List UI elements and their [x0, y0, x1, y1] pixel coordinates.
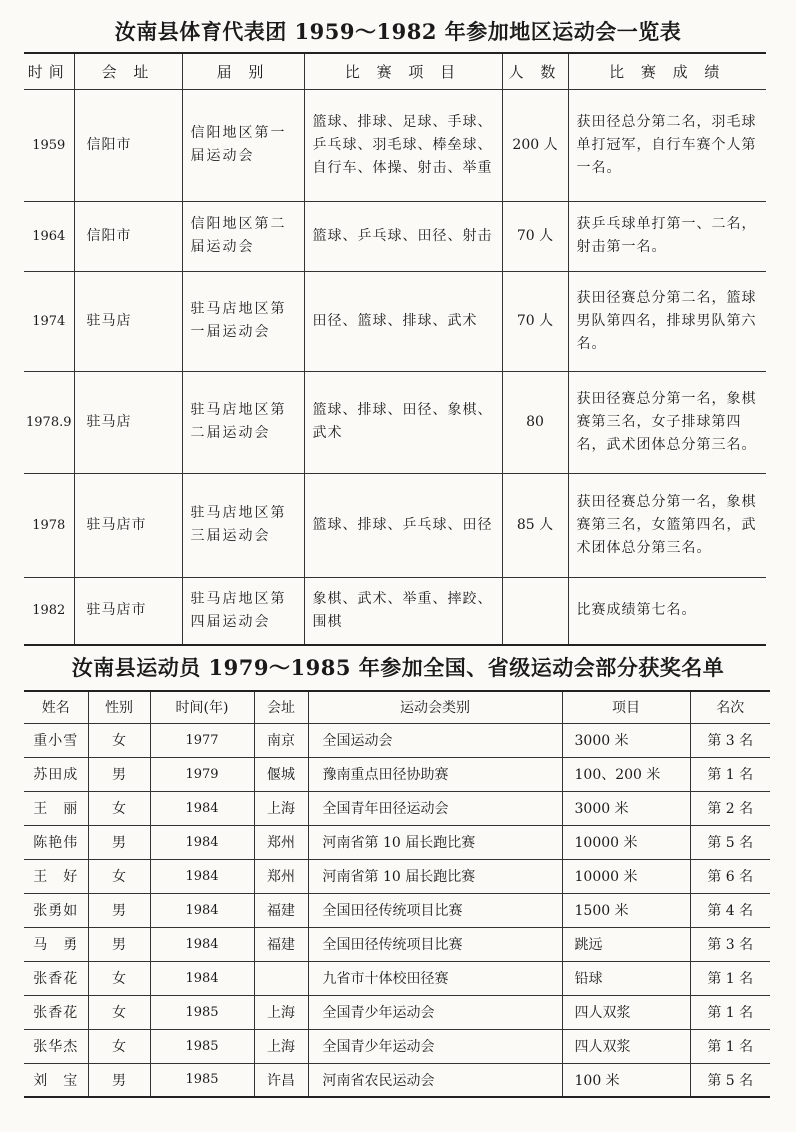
cell-name: 王 丽	[24, 791, 88, 825]
cell-sex: 女	[88, 995, 150, 1029]
header-name: 姓名	[24, 691, 88, 723]
cell-name: 刘 宝	[33, 1072, 79, 1089]
cell-rank: 第 6 名	[690, 859, 770, 893]
cell-rank: 第 5 名	[690, 825, 770, 859]
header-sex: 性别	[88, 691, 150, 723]
cell-place: 信阳市	[74, 201, 182, 271]
cell-rank: 第 1 名	[690, 757, 770, 791]
cell-result: 获田径赛总分第一名，象棋赛第三名，女篮第四名，武术团体总分第三名。	[568, 473, 766, 577]
cell-year: 1984	[150, 893, 254, 927]
cell-name: 王 好	[24, 859, 88, 893]
cell-events: 篮球、乒乓球、田径、射击	[304, 201, 502, 271]
header-rank: 名次	[690, 691, 770, 723]
cell-venue: 郑州	[254, 859, 308, 893]
cell-event: 铅球	[562, 961, 690, 995]
cell-events: 篮球、排球、足球、手球、乒乓球、羽毛球、棒垒球、自行车、体操、射击、举重	[304, 89, 502, 201]
cell-session: 驻马店地区第四届运动会	[182, 577, 304, 645]
cell-event: 100 米	[562, 1063, 690, 1097]
table-row	[24, 893, 770, 927]
cell-meet: 豫南重点田径协助赛	[308, 757, 562, 791]
regional-games-table	[24, 52, 766, 646]
table-row	[24, 927, 770, 961]
cell-session: 信阳地区第一届运动会	[182, 89, 304, 201]
table-row	[24, 825, 770, 859]
table-row	[24, 371, 766, 473]
cell-events: 田径、篮球、排球、武术	[304, 271, 502, 371]
cell-event: 3000 米	[562, 791, 690, 825]
cell-sex: 女	[88, 859, 150, 893]
table-row	[24, 1063, 770, 1097]
cell-sex: 男	[88, 893, 150, 927]
cell-meet: 全国田径传统项目比赛	[308, 893, 562, 927]
cell-venue: 偃城	[254, 757, 308, 791]
cell-session: 驻马店地区第二届运动会	[182, 371, 304, 473]
cell-time: 1978	[24, 473, 74, 577]
table-row	[24, 271, 766, 371]
table-row	[24, 577, 766, 645]
cell-events: 篮球、排球、乒乓球、田径	[304, 473, 502, 577]
cell-venue: 南京	[254, 723, 308, 757]
cell-time: 1978.9	[24, 371, 74, 473]
cell-rank: 第 3 名	[690, 723, 770, 757]
cell-meet: 全国青少年运动会	[308, 995, 562, 1029]
header-count: 人 数	[502, 53, 568, 89]
cell-result: 获乒乓球单打第一、二名，射击第一名。	[568, 201, 766, 271]
cell-result: 获田径总分第二名，羽毛球单打冠军，自行车赛个人第一名。	[568, 89, 766, 201]
cell-meet: 河南省农民运动会	[308, 1063, 562, 1097]
cell-sex: 女	[88, 1029, 150, 1063]
cell-count: 70 人	[502, 271, 568, 371]
cell-venue: 福建	[254, 893, 308, 927]
cell-place: 驻马店	[74, 271, 182, 371]
cell-venue: 上海	[254, 1029, 308, 1063]
cell-event: 10000 米	[562, 825, 690, 859]
header-event: 项目	[562, 691, 690, 723]
header-venue: 会址	[254, 691, 308, 723]
table-row	[24, 201, 766, 271]
table1-title: 汝南县体育代表团 1959～1982 年参加地区运动会一览表	[114, 19, 682, 44]
table1-header-row	[24, 53, 766, 89]
cell-count	[502, 577, 568, 645]
cell-year: 1984	[150, 791, 254, 825]
cell-event: 3000 米	[562, 723, 690, 757]
cell-name: 张勇如	[24, 893, 88, 927]
cell-event: 100、200 米	[562, 757, 690, 791]
cell-name: 陈艳伟	[24, 825, 88, 859]
cell-sex: 男	[88, 825, 150, 859]
cell-year: 1984	[150, 927, 254, 961]
cell-venue: 福建	[254, 927, 308, 961]
cell-sex: 男	[88, 1063, 150, 1097]
cell-result: 比赛成绩第七名。	[568, 577, 766, 645]
cell-count: 200 人	[502, 89, 568, 201]
cell-name: 重小雪	[24, 723, 88, 757]
cell-time: 1959	[24, 89, 74, 201]
cell-meet: 九省市十体校田径赛	[308, 961, 562, 995]
cell-sex: 女	[88, 961, 150, 995]
header-result: 比 赛 成 绩	[568, 53, 766, 89]
cell-rank: 第 1 名	[690, 961, 770, 995]
cell-venue: 许昌	[254, 1063, 308, 1097]
cell-name: 马 勇	[24, 927, 88, 961]
table-row	[24, 89, 766, 201]
cell-year: 1979	[150, 757, 254, 791]
cell-year: 1985	[150, 1029, 254, 1063]
cell-sex: 男	[88, 757, 150, 791]
header-year: 时间(年)	[150, 691, 254, 723]
header-events: 比 赛 项 目	[304, 53, 502, 89]
cell-events: 篮球、排球、田径、象棋、武术	[304, 371, 502, 473]
cell-name: 张香花	[24, 995, 88, 1029]
table-row	[24, 859, 770, 893]
cell-year: 1985	[150, 995, 254, 1029]
cell-name: 张华杰	[24, 1029, 88, 1063]
cell-event: 四人双浆	[562, 995, 690, 1029]
cell-sex: 女	[88, 791, 150, 825]
cell-name: 苏田成	[24, 757, 88, 791]
table2-title: 汝南县运动员 1979～1985 年参加全国、省级运动会部分获奖名单	[71, 655, 725, 680]
cell-rank: 第 1 名	[690, 1029, 770, 1063]
cell-venue	[254, 961, 308, 995]
cell-event: 四人双浆	[562, 1029, 690, 1063]
header-meet: 运动会类别	[308, 691, 562, 723]
award-winners-table	[24, 690, 770, 1098]
table-row	[24, 1029, 770, 1063]
cell-place: 驻马店	[74, 371, 182, 473]
cell-rank: 第 5 名	[690, 1063, 770, 1097]
cell-session: 驻马店地区第一届运动会	[182, 271, 304, 371]
cell-year: 1984	[150, 961, 254, 995]
cell-meet: 河南省第 10 届长跑比赛	[308, 859, 562, 893]
cell-meet: 全国田径传统项目比赛	[308, 927, 562, 961]
cell-rank: 第 3 名	[690, 927, 770, 961]
cell-result: 获田径赛总分第一名，象棋赛第三名，女子排球第四名，武术团体总分第三名。	[568, 371, 766, 473]
table-row	[24, 723, 770, 757]
cell-count: 70 人	[502, 201, 568, 271]
cell-meet: 全国运动会	[308, 723, 562, 757]
cell-place: 驻马店市	[74, 473, 182, 577]
table-row	[24, 473, 766, 577]
cell-event: 1500 米	[562, 893, 690, 927]
cell-rank: 第 1 名	[690, 995, 770, 1029]
cell-count: 80	[502, 371, 568, 473]
cell-event: 10000 米	[562, 859, 690, 893]
cell-venue: 上海	[254, 791, 308, 825]
cell-name: 张香花	[24, 961, 88, 995]
cell-year: 1984	[150, 859, 254, 893]
cell-place: 信阳市	[74, 89, 182, 201]
cell-venue: 郑州	[254, 825, 308, 859]
cell-result: 获田径赛总分第二名，篮球男队第四名，排球男队第六名。	[568, 271, 766, 371]
cell-meet: 河南省第 10 届长跑比赛	[308, 825, 562, 859]
cell-time: 1982	[32, 603, 66, 619]
header-place: 会 址	[74, 53, 182, 89]
cell-rank: 第 2 名	[690, 791, 770, 825]
cell-meet: 全国青少年运动会	[308, 1029, 562, 1063]
cell-place: 驻马店市	[74, 577, 182, 645]
cell-year: 1984	[150, 825, 254, 859]
table-row	[24, 995, 770, 1029]
table-row	[24, 961, 770, 995]
cell-year: 1985	[150, 1063, 254, 1097]
cell-year: 1977	[150, 723, 254, 757]
cell-session: 信阳地区第二届运动会	[182, 201, 304, 271]
table-row	[24, 791, 770, 825]
cell-rank: 第 4 名	[690, 893, 770, 927]
cell-sex: 女	[88, 723, 150, 757]
cell-events: 象棋、武术、举重、摔跤、围棋	[304, 577, 502, 645]
cell-event: 跳远	[562, 927, 690, 961]
header-time: 时间	[24, 53, 74, 89]
cell-meet: 全国青年田径运动会	[308, 791, 562, 825]
table2-header-row	[24, 691, 770, 723]
cell-venue: 上海	[254, 995, 308, 1029]
cell-time: 1964	[24, 201, 74, 271]
cell-time: 1974	[24, 271, 74, 371]
header-session: 届 别	[182, 53, 304, 89]
cell-count: 85 人	[502, 473, 568, 577]
cell-sex: 男	[88, 927, 150, 961]
cell-session: 驻马店地区第三届运动会	[182, 473, 304, 577]
table-row	[24, 757, 770, 791]
